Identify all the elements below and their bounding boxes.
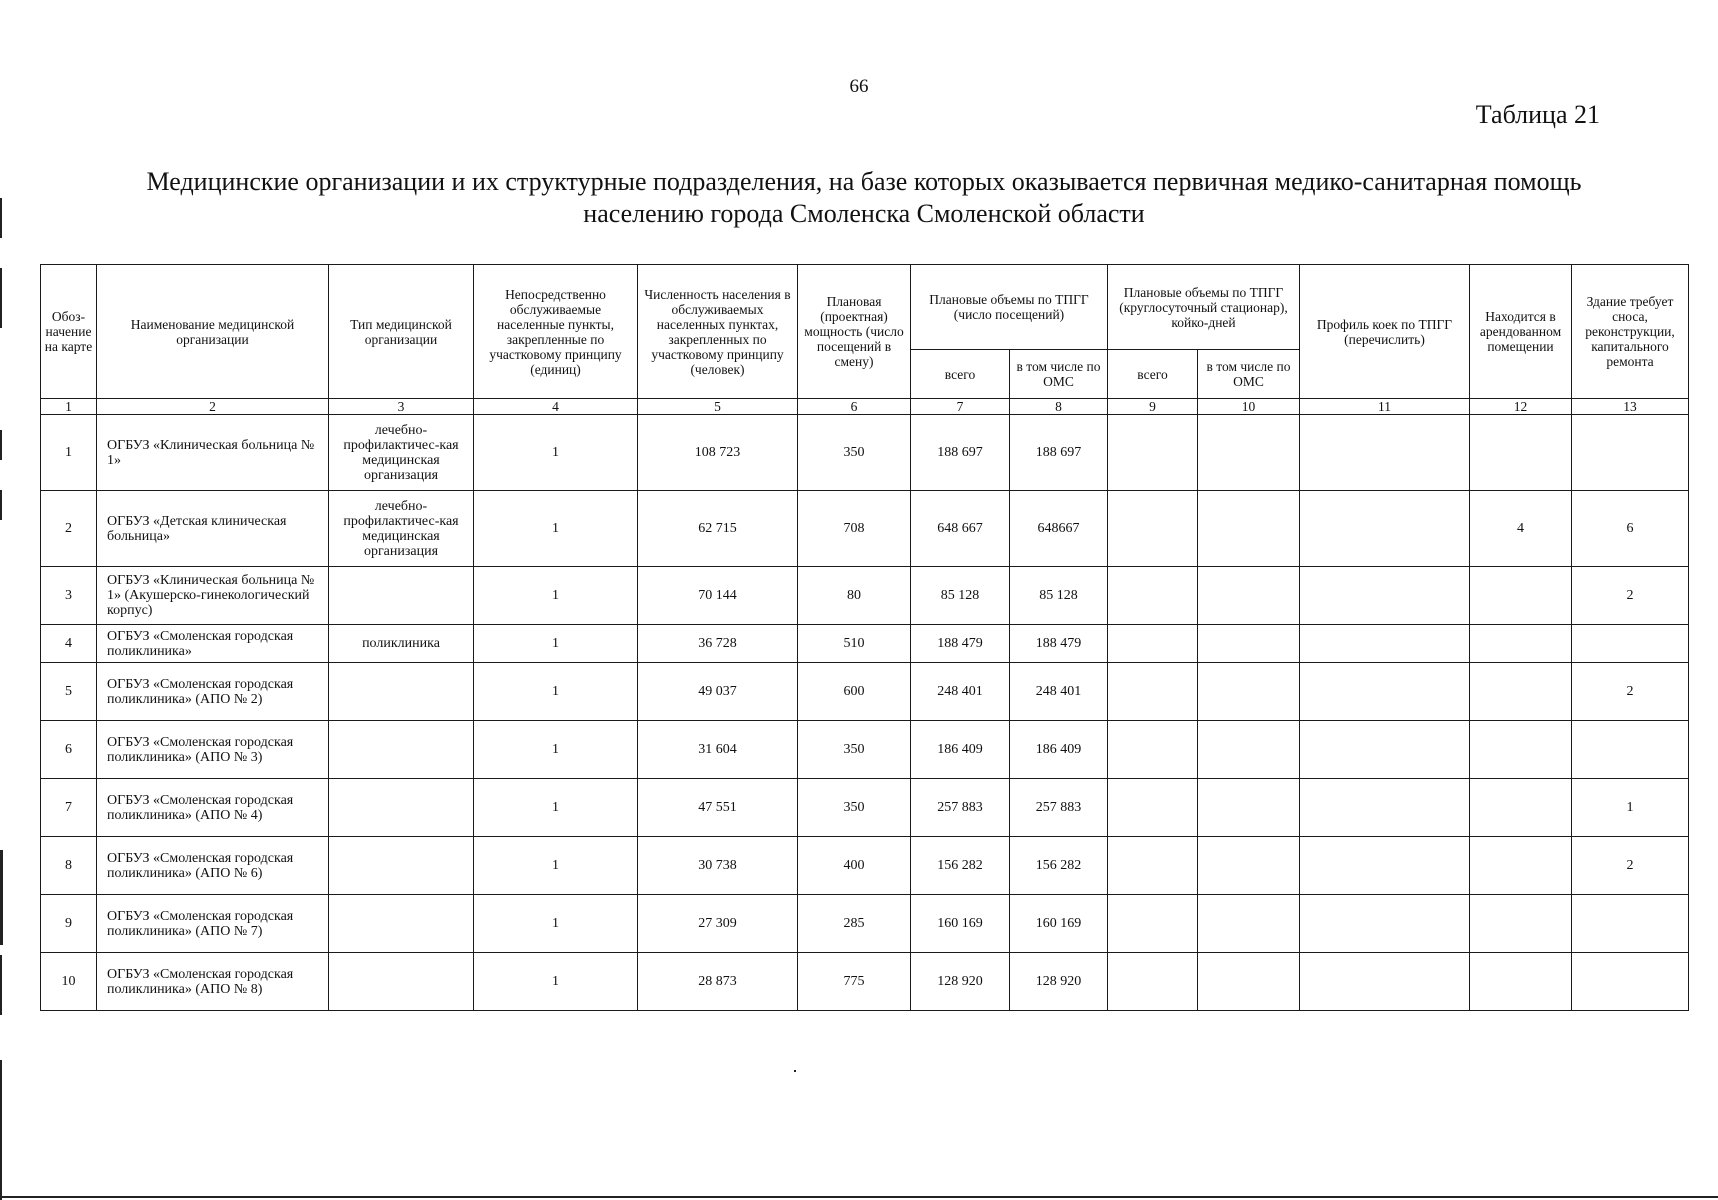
cell-org-name: ОГБУЗ «Детская клиническая больница» [97,491,329,567]
cell-population: 30 738 [638,837,798,895]
cell-beds-oms [1198,625,1300,663]
cell-org-name: ОГБУЗ «Клиническая больница № 1» (Акушерско-гинекологический корпус) [97,567,329,625]
cell-served-settlements: 1 [474,779,638,837]
column-number: 5 [638,399,798,415]
cell-capacity: 775 [798,953,911,1011]
table-row [41,663,1689,721]
cell-population: 108 723 [638,415,798,491]
document-title-line-1: Медицинские организации и их структурные подразделения, на базе которых оказывается первичная медико-санитарная помощь [146,167,1582,196]
scan-edge-mark [0,490,2,520]
cell-designation: 3 [41,567,97,625]
header-bed-profile: Профиль коек по ТПГГ (перечислить) [1300,265,1470,399]
cell-org-type: лечебно-профилактичес-кая медицинская организация [329,415,474,491]
cell-bed-profile [1300,625,1470,663]
cell-needs-repair [1572,625,1689,663]
cell-visits-total: 257 883 [911,779,1010,837]
cell-served-settlements: 1 [474,415,638,491]
cell-visits-total: 648 667 [911,491,1010,567]
cell-needs-repair: 6 [1572,491,1689,567]
cell-org-name: ОГБУЗ «Смоленская городская поликлиника» (АПО № 3) [97,721,329,779]
cell-org-name: ОГБУЗ «Смоленская городская поликлиника» [97,625,329,663]
cell-population: 49 037 [638,663,798,721]
cell-population: 62 715 [638,491,798,567]
cell-beds-oms [1198,837,1300,895]
header-visits-group: Плановые объемы по ТПГГ (число посещений) [911,265,1108,350]
table-row [41,779,1689,837]
cell-beds-oms [1198,663,1300,721]
column-number: 9 [1108,399,1198,415]
cell-population: 47 551 [638,779,798,837]
cell-beds-oms [1198,491,1300,567]
cell-rented [1470,663,1572,721]
column-number: 3 [329,399,474,415]
table-row [41,895,1689,953]
cell-rented [1470,837,1572,895]
cell-bed-profile [1300,415,1470,491]
cell-capacity: 400 [798,837,911,895]
cell-beds-total [1108,779,1198,837]
column-number: 8 [1010,399,1108,415]
cell-visits-total: 156 282 [911,837,1010,895]
cell-visits-oms: 85 128 [1010,567,1108,625]
cell-capacity: 708 [798,491,911,567]
cell-visits-total: 248 401 [911,663,1010,721]
header-needs-repair: Здание требует сноса, реконструкции, капитального ремонта [1572,265,1689,399]
cell-needs-repair: 2 [1572,837,1689,895]
cell-beds-oms [1198,567,1300,625]
table-row [41,491,1689,567]
table-label: Таблица 21 [1475,100,1600,129]
header-beds-total: всего [1108,350,1198,399]
column-number: 4 [474,399,638,415]
document-title [40,166,1688,230]
cell-needs-repair [1572,415,1689,491]
cell-rented [1470,721,1572,779]
cell-bed-profile [1300,779,1470,837]
cell-bed-profile [1300,953,1470,1011]
column-number: 1 [41,399,97,415]
cell-visits-total: 188 697 [911,415,1010,491]
cell-bed-profile [1300,895,1470,953]
cell-org-type [329,663,474,721]
cell-beds-total [1108,625,1198,663]
header-visits-oms: в том числе по ОМС [1010,350,1108,399]
cell-beds-total [1108,567,1198,625]
cell-capacity: 510 [798,625,911,663]
organizations-table [40,264,1689,1011]
cell-visits-total: 186 409 [911,721,1010,779]
cell-needs-repair [1572,721,1689,779]
header-org-name: Наименование медицинской организации [97,265,329,399]
cell-capacity: 350 [798,415,911,491]
cell-capacity: 350 [798,721,911,779]
cell-rented [1470,779,1572,837]
column-number: 2 [97,399,329,415]
column-number: 6 [798,399,911,415]
cell-bed-profile [1300,567,1470,625]
cell-designation: 7 [41,779,97,837]
cell-needs-repair [1572,953,1689,1011]
cell-rented [1470,895,1572,953]
cell-population: 28 873 [638,953,798,1011]
cell-served-settlements: 1 [474,625,638,663]
cell-org-type [329,953,474,1011]
cell-beds-oms [1198,779,1300,837]
header-org-type: Тип медицинской организации [329,265,474,399]
cell-bed-profile [1300,837,1470,895]
cell-bed-profile [1300,491,1470,567]
header-population: Численность населения в обслуживаемых населенных пунктах, закрепленных по участковому принципу (человек) [638,265,798,399]
cell-org-type [329,779,474,837]
cell-visits-oms: 128 920 [1010,953,1108,1011]
table-body [41,415,1689,1011]
cell-beds-oms [1198,953,1300,1011]
table-row [41,625,1689,663]
cell-served-settlements: 1 [474,837,638,895]
cell-served-settlements: 1 [474,953,638,1011]
cell-served-settlements: 1 [474,491,638,567]
header-capacity: Плановая (проектная) мощность (число посещений в смену) [798,265,911,399]
cell-needs-repair: 1 [1572,779,1689,837]
cell-designation: 6 [41,721,97,779]
cell-beds-oms [1198,895,1300,953]
cell-visits-oms: 248 401 [1010,663,1108,721]
column-number: 10 [1198,399,1300,415]
cell-needs-repair [1572,895,1689,953]
cell-designation: 5 [41,663,97,721]
header-served-settlements: Непосредственно обслуживаемые населенные пункты, закрепленные по участковому принципу (единиц) [474,265,638,399]
cell-population: 31 604 [638,721,798,779]
cell-visits-oms: 188 479 [1010,625,1108,663]
cell-beds-total [1108,721,1198,779]
cell-org-name: ОГБУЗ «Смоленская городская поликлиника» (АПО № 6) [97,837,329,895]
cell-org-type: лечебно-профилактичес-кая медицинская организация [329,491,474,567]
cell-designation: 10 [41,953,97,1011]
scan-bottom-line [0,1196,1718,1198]
table-row [41,415,1689,491]
page-number: 66 [849,76,869,97]
cell-beds-oms [1198,721,1300,779]
cell-population: 27 309 [638,895,798,953]
column-number: 7 [911,399,1010,415]
cell-visits-oms: 188 697 [1010,415,1108,491]
cell-beds-total [1108,415,1198,491]
scan-edge-mark [0,850,3,945]
cell-org-name: ОГБУЗ «Смоленская городская поликлиника» (АПО № 2) [97,663,329,721]
column-number-row [41,399,1689,415]
column-number: 12 [1470,399,1572,415]
cell-rented [1470,567,1572,625]
cell-bed-profile [1300,721,1470,779]
document-title-line-2: населению города Смоленска Смоленской области [583,199,1145,228]
cell-designation: 8 [41,837,97,895]
cell-designation: 9 [41,895,97,953]
cell-org-type: поликлиника [329,625,474,663]
cell-capacity: 350 [798,779,911,837]
header-rented: Находится в арендованном помещении [1470,265,1572,399]
cell-rented [1470,953,1572,1011]
cell-capacity: 80 [798,567,911,625]
cell-org-type [329,837,474,895]
cell-visits-oms: 160 169 [1010,895,1108,953]
cell-bed-profile [1300,663,1470,721]
table-row [41,837,1689,895]
scan-edge-mark [0,430,2,460]
cell-org-name: ОГБУЗ «Смоленская городская поликлиника» (АПО № 4) [97,779,329,837]
cell-rented: 4 [1470,491,1572,567]
cell-designation: 4 [41,625,97,663]
cell-population: 36 728 [638,625,798,663]
header-designation: Обоз- начение на карте [41,265,97,399]
cell-beds-total [1108,953,1198,1011]
cell-visits-oms: 648667 [1010,491,1108,567]
scan-edge-mark [0,268,2,328]
header-beds-oms: в том числе по ОМС [1198,350,1300,399]
cell-visits-oms: 257 883 [1010,779,1108,837]
cell-org-name: ОГБУЗ «Смоленская городская поликлиника» (АПО № 7) [97,895,329,953]
cell-visits-oms: 156 282 [1010,837,1108,895]
table-row [41,567,1689,625]
cell-org-type [329,895,474,953]
cell-org-name: ОГБУЗ «Смоленская городская поликлиника» (АПО № 8) [97,953,329,1011]
cell-designation: 2 [41,491,97,567]
cell-visits-oms: 186 409 [1010,721,1108,779]
cell-beds-total [1108,895,1198,953]
cell-served-settlements: 1 [474,567,638,625]
cell-org-type [329,567,474,625]
cell-rented [1470,415,1572,491]
cell-capacity: 285 [798,895,911,953]
scan-edge-mark [0,955,2,1015]
cell-org-name: ОГБУЗ «Клиническая больница № 1» [97,415,329,491]
cell-visits-total: 128 920 [911,953,1010,1011]
column-number: 13 [1572,399,1689,415]
cell-served-settlements: 1 [474,721,638,779]
cell-beds-total [1108,491,1198,567]
cell-org-type [329,721,474,779]
cell-beds-oms [1198,415,1300,491]
cell-beds-total [1108,663,1198,721]
cell-needs-repair: 2 [1572,567,1689,625]
cell-served-settlements: 1 [474,895,638,953]
header-beds-group: Плановые объемы по ТПГГ (круглосуточный стационар), койко-дней [1108,265,1300,350]
cell-beds-total [1108,837,1198,895]
cell-rented [1470,625,1572,663]
cell-population: 70 144 [638,567,798,625]
cell-designation: 1 [41,415,97,491]
table-row [41,953,1689,1011]
scan-dot [794,1070,796,1072]
cell-capacity: 600 [798,663,911,721]
scan-edge-mark [0,1060,2,1200]
column-number: 11 [1300,399,1470,415]
cell-needs-repair: 2 [1572,663,1689,721]
cell-visits-total: 188 479 [911,625,1010,663]
cell-visits-total: 160 169 [911,895,1010,953]
table-row [41,721,1689,779]
cell-served-settlements: 1 [474,663,638,721]
header-visits-total: всего [911,350,1010,399]
cell-visits-total: 85 128 [911,567,1010,625]
scan-edge-mark [0,198,2,238]
